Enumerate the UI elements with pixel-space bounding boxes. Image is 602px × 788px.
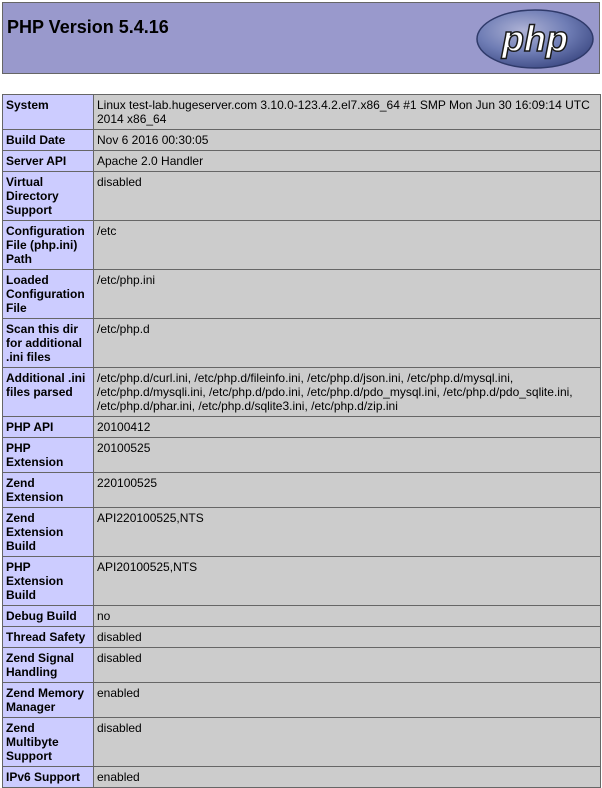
table-row	[3, 151, 601, 172]
table-row	[3, 172, 601, 221]
table-row	[3, 319, 601, 368]
table-row	[3, 767, 601, 788]
row-label: System	[3, 95, 94, 130]
table-row	[3, 627, 601, 648]
row-value: Linux test-lab.hugeserver.com 3.10.0-123.4.2.el7.x86_64 #1 SMP Mon Jun 30 16:09:14 UTC 2014 x86_64	[94, 95, 601, 130]
row-value: disabled	[94, 627, 601, 648]
table-row	[3, 417, 601, 438]
table-row	[3, 648, 601, 683]
row-label: Zend Memory Manager	[3, 683, 94, 718]
table-row	[3, 606, 601, 627]
row-value: 220100525	[94, 473, 601, 508]
row-value: /etc/php.ini	[94, 270, 601, 319]
row-label: Zend Signal Handling	[3, 648, 94, 683]
table-row	[3, 95, 601, 130]
row-label: PHP Extension	[3, 438, 94, 473]
row-label: Virtual Directory Support	[3, 172, 94, 221]
row-value: Nov 6 2016 00:30:05	[94, 130, 601, 151]
row-value: /etc/php.d	[94, 319, 601, 368]
php-logo-icon[interactable]	[475, 8, 595, 75]
page-header	[2, 2, 600, 74]
row-label: Zend Extension	[3, 473, 94, 508]
row-value: API220100525,NTS	[94, 508, 601, 557]
info-table-body	[3, 95, 601, 788]
table-row	[3, 718, 601, 767]
row-label: Build Date	[3, 130, 94, 151]
table-row	[3, 221, 601, 270]
row-value: disabled	[94, 172, 601, 221]
row-label: Debug Build	[3, 606, 94, 627]
row-label: Zend Extension Build	[3, 508, 94, 557]
row-label: PHP API	[3, 417, 94, 438]
row-value: API20100525,NTS	[94, 557, 601, 606]
table-row	[3, 130, 601, 151]
row-value: disabled	[94, 718, 601, 767]
info-table	[2, 94, 601, 788]
row-value: disabled	[94, 648, 601, 683]
table-row	[3, 368, 601, 417]
row-value: /etc	[94, 221, 601, 270]
table-row	[3, 683, 601, 718]
table-row	[3, 508, 601, 557]
table-row	[3, 270, 601, 319]
row-value: enabled	[94, 767, 601, 788]
row-label: Configuration File (php.ini) Path	[3, 221, 94, 270]
table-row	[3, 557, 601, 606]
row-value: /etc/php.d/curl.ini, /etc/php.d/fileinfo.ini, /etc/php.d/json.ini, /etc/php.d/mysql.ini, /etc/php.d/mysqli.ini, /etc/php.d/pdo.ini, /etc/php.d/pdo_mysql.ini, /etc/php.d/pdo_sqlite.ini, /etc/php.d/phar.ini, /etc/php.d/sqlite3.ini, /etc/php.d/zip.ini	[94, 368, 601, 417]
row-label: Thread Safety	[3, 627, 94, 648]
row-label: Server API	[3, 151, 94, 172]
row-label: Zend Multibyte Support	[3, 718, 94, 767]
row-value: 20100525	[94, 438, 601, 473]
table-row	[3, 438, 601, 473]
row-label: PHP Extension Build	[3, 557, 94, 606]
table-row	[3, 473, 601, 508]
php-logo-text: php	[502, 18, 568, 59]
row-label: Loaded Configuration File	[3, 270, 94, 319]
row-value: 20100412	[94, 417, 601, 438]
row-label: IPv6 Support	[3, 767, 94, 788]
row-value: enabled	[94, 683, 601, 718]
row-value: Apache 2.0 Handler	[94, 151, 601, 172]
row-label: Additional .ini files parsed	[3, 368, 94, 417]
page-title: PHP Version 5.4.16	[7, 17, 169, 37]
row-value: no	[94, 606, 601, 627]
row-label: Scan this dir for additional .ini files	[3, 319, 94, 368]
